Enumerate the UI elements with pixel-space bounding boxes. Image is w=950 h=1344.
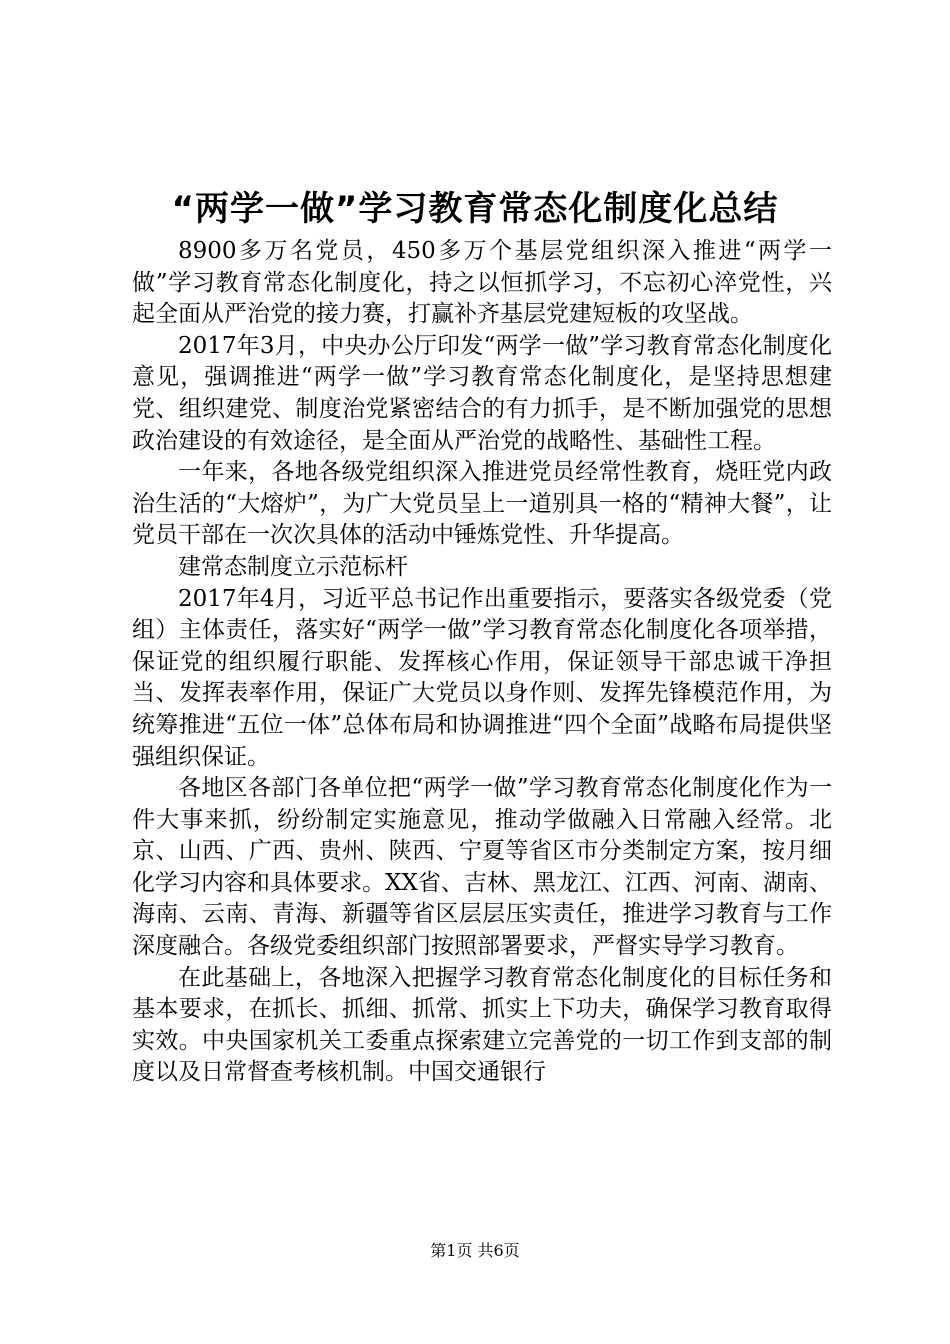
paragraph: 在此基础上，各地深入把握学习教育常态化制度化的目标任务和基本要求，在抓长、抓细、抓常、抓实上下功夫，确保学习教育取得实效。中央国家机关工委重点探索建立完善党的一切工作到支部的制度以及日常督查考核机制。中国交通银行	[132, 964, 832, 1086]
paragraph: 2017年4月，习近平总书记作出重要指示，要落实各级党委（党组）主体责任，落实好“两学一做”学习教育常态化制度化各项举措，保证党的组织履行职能、发挥核心作用，保证领导干部忠诚干净担当、发挥表率作用，保证广大党员以身作则、发挥先锋模范作用，为统筹推进“五位一体”总体布局和协调推进“四个全面”战略布局提供坚强组织保证。	[132, 585, 832, 770]
section-heading: 建常态制度立示范标杆	[178, 553, 408, 580]
paragraph: 2017年3月，中央办公厅印发“两学一做”学习教育常态化制度化意见，强调推进“两学一做”学习教育常态化制度化，是坚持思想建党、组织建党、制度治党紧密结合的有力抓手，是不断加强党的思想政治建设的有效途径，是全面从严治党的战略性、基础性工程。	[132, 332, 832, 454]
paragraph: 一年来，各地各级党组织深入推进党员经常性教育，烧旺党内政治生活的“大熔炉”，为广大党员呈上一道别具一格的“精神大餐”，让党员干部在一次次具体的活动中锤炼党性、升华提高。	[132, 459, 832, 549]
paragraph: 8900多万名党员，450多万个基层党组织深入推进“两学一做”学习教育常态化制度化，持之以恒抓学习，不忘初心淬党性，兴起全面从严治党的接力赛，打赢补齐基层党建短板的攻坚战。	[132, 238, 832, 328]
page-number-footer: 第1页 共6页	[430, 1241, 520, 1260]
document-body	[132, 236, 832, 1089]
paragraph: 各地区各部门各单位把“两学一做”学习教育常态化制度化作为一件大事来抓，纷纷制定实施意见，推动学做融入日常融入经常。北京、山西、广西、贵州、陕西、宁夏等省区市分类制定方案，按月细化学习内容和具体要求。XX省、吉林、黑龙江、江西、河南、湖南、海南、云南、青海、新疆等省区层层压实责任，推进学习教育与工作深度融合。各级党委组织部门按照部署要求，严督实导学习教育。	[132, 775, 832, 960]
document-title: “两学一做”学习教育常态化制度化总结	[171, 189, 779, 229]
